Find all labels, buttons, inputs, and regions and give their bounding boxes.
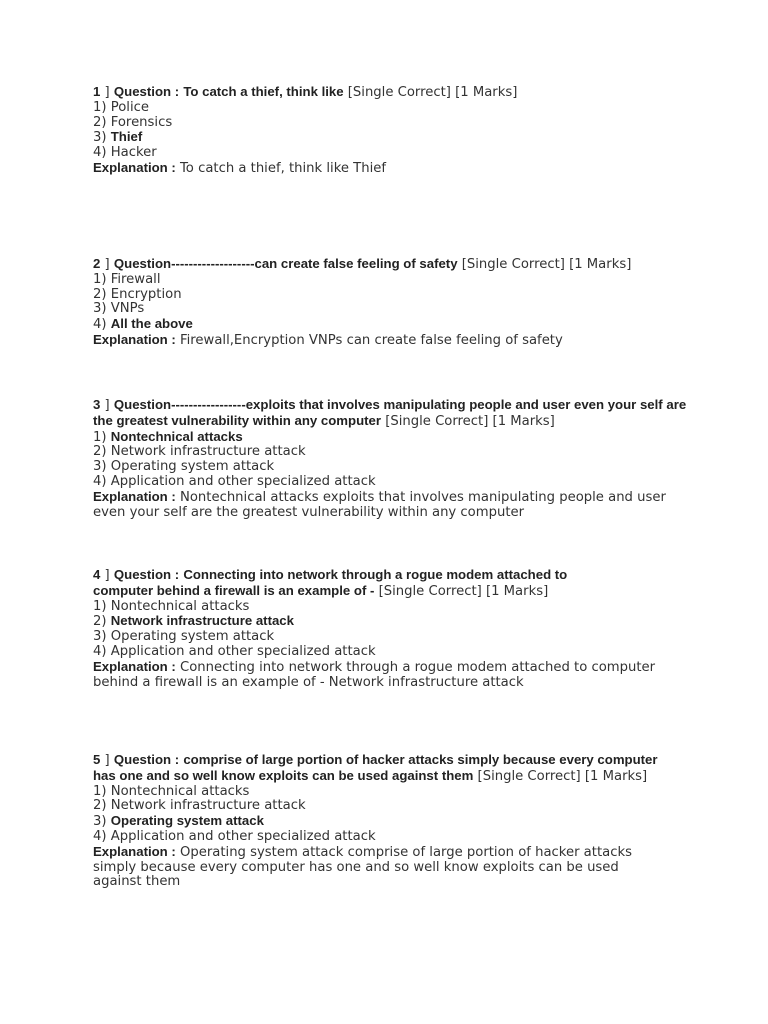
explanation-text: Nontechnical attacks exploits that involves manipulating people and user even your self are the greatest vulnerability within any computer <box>93 489 666 520</box>
option-number: 1) <box>93 598 107 614</box>
explanation-text: Operating system attack comprise of large portion of hacker attacks simply because every computer has one and so well know exploits can be used against them <box>93 844 632 890</box>
option-text: Thief <box>110 129 143 145</box>
question-label: Question <box>113 256 172 271</box>
option-item-correct <box>93 130 688 146</box>
option-item <box>93 445 688 460</box>
option-number: 4) <box>93 317 107 333</box>
question-label: Question : <box>113 752 180 767</box>
option-item <box>93 146 688 161</box>
question-block-5 <box>93 753 688 890</box>
option-number: 1) <box>93 99 107 115</box>
option-item <box>93 116 688 131</box>
option-text: All the above <box>110 316 193 332</box>
question-block-1 <box>93 85 688 177</box>
question-bracket: ] <box>104 398 110 413</box>
option-number: 3) <box>93 301 107 317</box>
question-meta: [Single Correct] [1 Marks] <box>385 413 555 429</box>
option-text: Network infrastructure attack <box>110 798 306 814</box>
option-number: 1) <box>93 429 107 445</box>
question-text: -------------------can create false feeling of safety <box>171 256 458 271</box>
explanation-text: To catch a thief, think like Thief <box>180 160 386 176</box>
question-block-4 <box>93 568 688 690</box>
option-text: Application and other specialized attack <box>110 473 376 489</box>
option-text: Application and other specialized attack <box>110 828 376 844</box>
question-block-3 <box>93 398 688 520</box>
option-item <box>93 273 688 288</box>
option-item <box>93 302 688 317</box>
question-meta: [Single Correct] [1 Marks] <box>347 85 518 100</box>
explanation <box>93 845 653 890</box>
option-item-correct <box>93 430 688 446</box>
explanation-text: Firewall,Encryption VNPs can create false feeling of safety <box>180 332 563 348</box>
question-bracket: ] <box>104 257 110 272</box>
option-text: Nontechnical attacks <box>110 428 243 444</box>
question-number: 3 <box>93 397 101 412</box>
option-number: 2) <box>93 286 107 302</box>
question-header <box>93 257 688 273</box>
option-text: VNPs <box>110 301 145 317</box>
option-number: 2) <box>93 798 107 814</box>
question-header <box>93 85 688 101</box>
explanation-label: Explanation : <box>93 488 176 504</box>
question-block-2 <box>93 257 688 349</box>
question-label: Question : <box>113 567 180 582</box>
option-item <box>93 475 688 490</box>
question-number: 1 <box>93 84 101 99</box>
question-label: Question <box>113 397 172 412</box>
question-meta: [Single Correct] [1 Marks] <box>461 257 632 272</box>
question-bracket: ] <box>104 85 110 100</box>
question-number: 2 <box>93 256 101 271</box>
option-text: Operating system attack <box>110 813 264 829</box>
option-text: Network infrastructure attack <box>110 613 294 629</box>
explanation-label: Explanation : <box>93 658 176 674</box>
option-number: 1) <box>93 783 107 799</box>
option-text: Nontechnical attacks <box>110 598 250 614</box>
option-text: Operating system attack <box>110 629 275 645</box>
explanation <box>93 490 688 521</box>
option-number: 4) <box>93 473 107 489</box>
option-text: Forensics <box>110 114 173 130</box>
option-number: 3) <box>93 459 107 475</box>
explanation-text: Connecting into network through a rogue modem attached to computer behind a firewall is an example of - Network infrastructure attack <box>93 659 656 690</box>
option-number: 2) <box>93 444 107 460</box>
question-meta: [Single Correct] [1 Marks] <box>477 768 648 784</box>
option-number: 4) <box>93 828 107 844</box>
question-text: comprise of large portion of hacker attacks simply because every computer has one and so well know exploits can be used against them <box>93 752 658 783</box>
option-item-correct <box>93 317 688 333</box>
question-bracket: ] <box>104 753 110 768</box>
explanation-label: Explanation : <box>93 159 176 175</box>
option-text: Nontechnical attacks <box>110 783 250 799</box>
option-number: 2) <box>93 614 107 630</box>
option-item-correct <box>93 814 688 830</box>
option-item <box>93 600 688 615</box>
question-label: Question : <box>113 84 180 99</box>
option-text: Hacker <box>110 145 157 161</box>
option-number: 4) <box>93 145 107 161</box>
explanation <box>93 161 688 177</box>
explanation <box>93 333 688 349</box>
explanation-label: Explanation : <box>93 331 176 347</box>
question-meta: [Single Correct] [1 Marks] <box>378 583 549 599</box>
explanation <box>93 660 688 691</box>
question-header <box>93 753 668 785</box>
option-item <box>93 799 688 814</box>
option-text: Encryption <box>110 286 182 302</box>
option-number: 2) <box>93 114 107 130</box>
explanation-label: Explanation : <box>93 843 176 859</box>
option-number: 3) <box>93 814 107 830</box>
option-item <box>93 288 688 303</box>
option-text: Operating system attack <box>110 459 275 475</box>
option-number: 1) <box>93 271 107 287</box>
option-number: 3) <box>93 629 107 645</box>
question-text: -----------------exploits that involves manipulating people and user even your self are the greatest vulnerability within any computer <box>93 397 687 428</box>
option-text: Police <box>110 99 149 115</box>
option-item <box>93 630 688 645</box>
question-text: To catch a thief, think like <box>183 84 344 99</box>
question-header <box>93 568 593 600</box>
question-text: Connecting into network through a rogue modem attached to computer behind a firewall is an example of - <box>93 567 568 598</box>
option-item <box>93 830 688 845</box>
option-item-correct <box>93 614 688 630</box>
option-item <box>93 101 688 116</box>
option-item <box>93 460 688 475</box>
question-number: 4 <box>93 567 101 582</box>
option-text: Network infrastructure attack <box>110 444 306 460</box>
question-bracket: ] <box>104 568 110 583</box>
option-item <box>93 785 688 800</box>
option-item <box>93 645 688 660</box>
option-text: Firewall <box>110 271 161 287</box>
question-number: 5 <box>93 752 101 767</box>
option-number: 3) <box>93 130 107 146</box>
option-text: Application and other specialized attack <box>110 643 376 659</box>
question-header <box>93 398 688 430</box>
option-number: 4) <box>93 643 107 659</box>
